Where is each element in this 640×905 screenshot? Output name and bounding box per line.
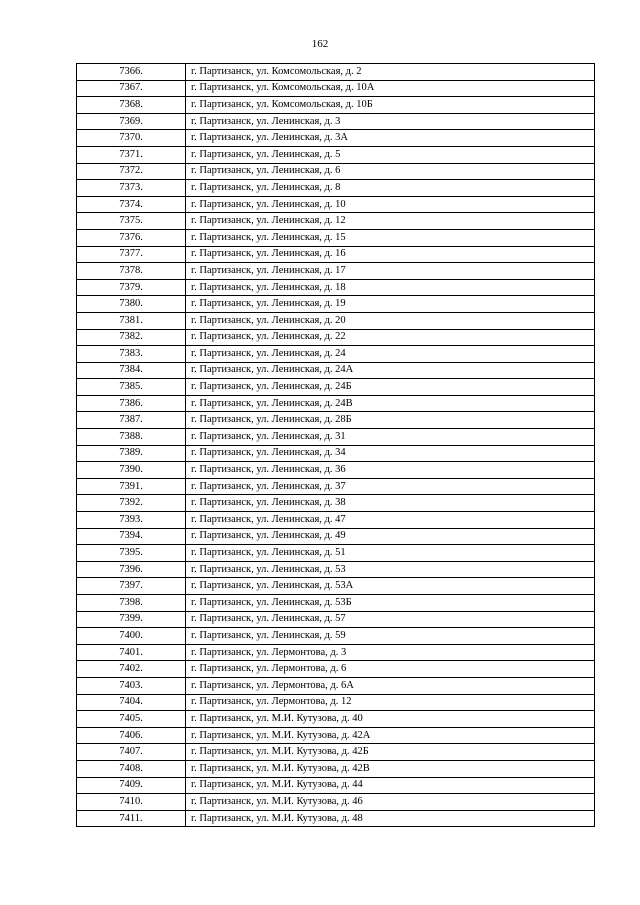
row-address: г. Партизанск, ул. Ленинская, д. 31 <box>186 429 595 446</box>
row-address: г. Партизанск, ул. Ленинская, д. 16 <box>186 246 595 263</box>
row-address: г. Партизанск, ул. М.И. Кутузова, д. 46 <box>186 794 595 811</box>
page-number: 162 <box>311 38 329 50</box>
table-row <box>77 213 595 230</box>
row-address: г. Партизанск, ул. М.И. Кутузова, д. 40 <box>186 711 595 728</box>
row-address: г. Партизанск, ул. М.И. Кутузова, д. 42В <box>186 760 595 777</box>
table-row <box>77 246 595 263</box>
table-row <box>77 794 595 811</box>
row-number: 7399. <box>77 611 186 628</box>
table-row <box>77 379 595 396</box>
address-table-body <box>77 64 595 827</box>
table-row <box>77 512 595 529</box>
row-address: г. Партизанск, ул. Ленинская, д. 28Б <box>186 412 595 429</box>
row-address: г. Партизанск, ул. Ленинская, д. 57 <box>186 611 595 628</box>
table-row <box>77 196 595 213</box>
row-number: 7391. <box>77 478 186 495</box>
table-row <box>77 578 595 595</box>
row-number: 7411. <box>77 810 186 827</box>
table-row <box>77 80 595 97</box>
table-row <box>77 661 595 678</box>
table-row <box>77 395 595 412</box>
row-number: 7366. <box>77 64 186 81</box>
row-number: 7372. <box>77 163 186 180</box>
row-number: 7374. <box>77 196 186 213</box>
table-row <box>77 146 595 163</box>
row-number: 7406. <box>77 727 186 744</box>
table-row <box>77 296 595 313</box>
row-number: 7367. <box>77 80 186 97</box>
table-row <box>77 644 595 661</box>
row-number: 7388. <box>77 429 186 446</box>
row-number: 7375. <box>77 213 186 230</box>
row-address: г. Партизанск, ул. Ленинская, д. 18 <box>186 279 595 296</box>
row-number: 7384. <box>77 362 186 379</box>
table-row <box>77 346 595 363</box>
row-address: г. Партизанск, ул. М.И. Кутузова, д. 44 <box>186 777 595 794</box>
row-address: г. Партизанск, ул. Ленинская, д. 6 <box>186 163 595 180</box>
row-address: г. Партизанск, ул. М.И. Кутузова, д. 48 <box>186 810 595 827</box>
row-address: г. Партизанск, ул. Ленинская, д. 22 <box>186 329 595 346</box>
row-number: 7386. <box>77 395 186 412</box>
row-number: 7381. <box>77 312 186 329</box>
table-row <box>77 611 595 628</box>
table-row <box>77 180 595 197</box>
row-address: г. Партизанск, ул. Лермонтова, д. 3 <box>186 644 595 661</box>
row-number: 7397. <box>77 578 186 595</box>
table-row <box>77 595 595 612</box>
table-row <box>77 362 595 379</box>
row-address: г. Партизанск, ул. Комсомольская, д. 2 <box>186 64 595 81</box>
row-number: 7396. <box>77 561 186 578</box>
row-address: г. Партизанск, ул. Ленинская, д. 49 <box>186 528 595 545</box>
row-address: г. Партизанск, ул. Ленинская, д. 34 <box>186 445 595 462</box>
row-number: 7403. <box>77 677 186 694</box>
row-number: 7368. <box>77 97 186 114</box>
row-number: 7379. <box>77 279 186 296</box>
row-number: 7405. <box>77 711 186 728</box>
table-row <box>77 163 595 180</box>
row-address: г. Партизанск, ул. Ленинская, д. 20 <box>186 312 595 329</box>
row-address: г. Партизанск, ул. Ленинская, д. 53 <box>186 561 595 578</box>
row-number: 7398. <box>77 595 186 612</box>
row-number: 7408. <box>77 760 186 777</box>
row-address: г. Партизанск, ул. М.И. Кутузова, д. 42А <box>186 727 595 744</box>
row-number: 7380. <box>77 296 186 313</box>
row-address: г. Партизанск, ул. Ленинская, д. 53Б <box>186 595 595 612</box>
row-number: 7369. <box>77 113 186 130</box>
table-row <box>77 312 595 329</box>
table-row <box>77 561 595 578</box>
row-address: г. Партизанск, ул. Ленинская, д. 36 <box>186 462 595 479</box>
row-address: г. Партизанск, ул. Ленинская, д. 53А <box>186 578 595 595</box>
row-number: 7394. <box>77 528 186 545</box>
row-address: г. Партизанск, ул. Ленинская, д. 19 <box>186 296 595 313</box>
row-address: г. Партизанск, ул. Ленинская, д. 47 <box>186 512 595 529</box>
row-address: г. Партизанск, ул. Ленинская, д. 15 <box>186 229 595 246</box>
table-row <box>77 263 595 280</box>
table-row <box>77 545 595 562</box>
row-number: 7371. <box>77 146 186 163</box>
row-number: 7377. <box>77 246 186 263</box>
row-address: г. Партизанск, ул. Ленинская, д. 59 <box>186 628 595 645</box>
row-address: г. Партизанск, ул. Ленинская, д. 24Б <box>186 379 595 396</box>
row-number: 7382. <box>77 329 186 346</box>
table-row <box>77 412 595 429</box>
row-address: г. Партизанск, ул. Лермонтова, д. 12 <box>186 694 595 711</box>
row-number: 7389. <box>77 445 186 462</box>
row-number: 7393. <box>77 512 186 529</box>
address-table <box>76 63 595 827</box>
table-row <box>77 628 595 645</box>
row-number: 7404. <box>77 694 186 711</box>
table-row <box>77 810 595 827</box>
row-number: 7378. <box>77 263 186 280</box>
row-number: 7409. <box>77 777 186 794</box>
row-number: 7395. <box>77 545 186 562</box>
row-address: г. Партизанск, ул. Ленинская, д. 8 <box>186 180 595 197</box>
table-row <box>77 760 595 777</box>
row-address: г. Партизанск, ул. Ленинская, д. 24А <box>186 362 595 379</box>
row-address: г. Партизанск, ул. Лермонтова, д. 6А <box>186 677 595 694</box>
table-row <box>77 694 595 711</box>
row-number: 7383. <box>77 346 186 363</box>
row-number: 7373. <box>77 180 186 197</box>
table-row <box>77 329 595 346</box>
row-number: 7390. <box>77 462 186 479</box>
row-address: г. Партизанск, ул. Ленинская, д. 3А <box>186 130 595 147</box>
row-address: г. Партизанск, ул. Ленинская, д. 17 <box>186 263 595 280</box>
table-row <box>77 279 595 296</box>
row-address: г. Партизанск, ул. Комсомольская, д. 10А <box>186 80 595 97</box>
row-address: г. Партизанск, ул. М.И. Кутузова, д. 42Б <box>186 744 595 761</box>
row-address: г. Партизанск, ул. Ленинская, д. 38 <box>186 495 595 512</box>
row-number: 7385. <box>77 379 186 396</box>
row-address: г. Партизанск, ул. Лермонтова, д. 6 <box>186 661 595 678</box>
table-row <box>77 97 595 114</box>
row-number: 7376. <box>77 229 186 246</box>
table-row <box>77 429 595 446</box>
row-address: г. Партизанск, ул. Ленинская, д. 3 <box>186 113 595 130</box>
table-row <box>77 727 595 744</box>
row-address: г. Партизанск, ул. Ленинская, д. 10 <box>186 196 595 213</box>
row-number: 7410. <box>77 794 186 811</box>
row-number: 7402. <box>77 661 186 678</box>
table-row <box>77 677 595 694</box>
table-row <box>77 113 595 130</box>
table-row <box>77 229 595 246</box>
table-row <box>77 130 595 147</box>
row-number: 7387. <box>77 412 186 429</box>
row-address: г. Партизанск, ул. Ленинская, д. 5 <box>186 146 595 163</box>
table-row <box>77 744 595 761</box>
row-number: 7370. <box>77 130 186 147</box>
table-row <box>77 445 595 462</box>
row-number: 7400. <box>77 628 186 645</box>
table-row <box>77 777 595 794</box>
row-address: г. Партизанск, ул. Комсомольская, д. 10Б <box>186 97 595 114</box>
row-address: г. Партизанск, ул. Ленинская, д. 24В <box>186 395 595 412</box>
row-number: 7407. <box>77 744 186 761</box>
row-address: г. Партизанск, ул. Ленинская, д. 51 <box>186 545 595 562</box>
table-row <box>77 462 595 479</box>
table-row <box>77 528 595 545</box>
table-row <box>77 495 595 512</box>
row-address: г. Партизанск, ул. Ленинская, д. 37 <box>186 478 595 495</box>
row-address: г. Партизанск, ул. Ленинская, д. 12 <box>186 213 595 230</box>
row-number: 7401. <box>77 644 186 661</box>
row-address: г. Партизанск, ул. Ленинская, д. 24 <box>186 346 595 363</box>
row-number: 7392. <box>77 495 186 512</box>
table-row <box>77 711 595 728</box>
table-row <box>77 64 595 81</box>
table-row <box>77 478 595 495</box>
